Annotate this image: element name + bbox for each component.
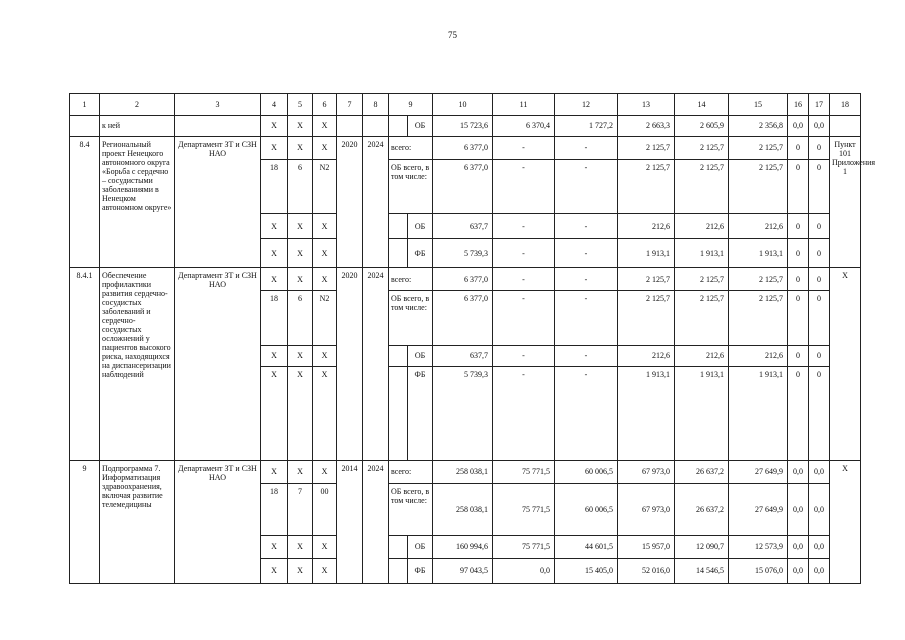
end-year: 2024 <box>363 136 389 268</box>
table-row: 18 6 N2 ОБ всего, в том числе: 6 377,0 - - 2 125,7 2 125,7 2 125,7 0 0 <box>70 291 861 345</box>
table-row: 18 7 00 ОБ всего, в том числе: 258 038,1 75 771,5 60 006,5 67 973,0 26 637,2 27 649,9 0,0 0,0 <box>70 483 861 535</box>
start-year: 2020 <box>337 268 363 460</box>
table-row: X X X ОБ 637,7 - - 212,6 212,6 212,6 0 0 <box>70 214 861 239</box>
item-number: 8.4 <box>70 136 100 268</box>
table-row: 8.4 Региональный проект Ненецкого автономного округа «Борьба с сердечно – сосудистыми заболеваниями в Ненецком автономном округе» Департамент ЗТ и СЗН НАО X X X 2020 2024 всего: 6 377,0 - - 2 125,7 2 125,7 2 125,7 0 0 Пункт 101 Приложения 1 <box>70 136 861 159</box>
note: Пункт 101 Приложения 1 <box>830 136 861 268</box>
note: X <box>830 268 861 460</box>
header-cell: 3 <box>175 94 261 116</box>
header-cell: 4 <box>261 94 288 116</box>
table-row: X X X ОБ 160 994,6 75 771,5 44 601,5 15 957,0 12 090,7 12 573,9 0,0 0,0 <box>70 535 861 558</box>
start-year: 2020 <box>337 136 363 268</box>
header-cell: 15 <box>729 94 788 116</box>
start-year: 2014 <box>337 460 363 583</box>
header-row <box>70 94 861 116</box>
item-name: Обеспечение профилактики развития сердечно-сосудистых заболеваний и сердечно-сосудистых осложнений у пациентов высокого риска, находящихся на диспансеризации наблюдений <box>100 268 175 460</box>
header-cell: 18 <box>830 94 861 116</box>
header-cell: 7 <box>337 94 363 116</box>
header-cell: 8 <box>363 94 389 116</box>
table-row: X X X ФБ 5 739,3 - - 1 913,1 1 913,1 1 913,1 0 0 <box>70 239 861 268</box>
header-cell: 10 <box>433 94 493 116</box>
header-cell: 12 <box>555 94 618 116</box>
note: X <box>830 460 861 583</box>
item-name: Подпрограмма 7. Информатизация здравоохранения, включая развитие телемедицины <box>100 460 175 583</box>
header-cell: 9 <box>389 94 433 116</box>
executor: Департамент ЗТ и СЗН НАО <box>175 136 261 268</box>
header-cell: 2 <box>100 94 175 116</box>
header-cell: 13 <box>618 94 675 116</box>
table-row: X X X ФБ 5 739,3 - - 1 913,1 1 913,1 1 913,1 0 0 <box>70 366 861 460</box>
executor: Департамент ЗТ и СЗН НАО <box>175 268 261 460</box>
header-cell: 17 <box>809 94 830 116</box>
end-year: 2024 <box>363 268 389 460</box>
header-cell: 1 <box>70 94 100 116</box>
table-row: 9 Подпрограмма 7. Информатизация здравоохранения, включая развитие телемедицины Департамент ЗТ и СЗН НАО X X X 2014 2024 всего: 258 038,1 75 771,5 60 006,5 67 973,0 26 637,2 27 649,9 0,0 0,0 X <box>70 460 861 483</box>
header-cell: 16 <box>788 94 809 116</box>
item-name: Региональный проект Ненецкого автономного округа «Борьба с сердечно – сосудистыми заболеваниями в Ненецком автономном округе» <box>100 136 175 268</box>
page-number: 75 <box>448 30 457 40</box>
table-row: X X X ОБ 637,7 - - 212,6 212,6 212,6 0 0 <box>70 345 861 366</box>
budget-table <box>69 93 876 584</box>
table-row: 8.4.1 Обеспечение профилактики развития сердечно-сосудистых заболеваний и сердечно-сосудистых осложнений у пациентов высокого риска, находящихся на диспансеризации наблюдений Департамент ЗТ и СЗН НАО X X X 2020 2024 всего: 6 377,0 - - 2 125,7 2 125,7 2 125,7 0 0 X <box>70 268 861 291</box>
item-number: 8.4.1 <box>70 268 100 460</box>
header-cell: 14 <box>675 94 729 116</box>
row-name: к ней <box>100 115 175 136</box>
table-row: X X X ФБ 97 043,5 0,0 15 405,0 52 016,0 14 546,5 15 076,0 0,0 0,0 <box>70 558 861 583</box>
table-row: 18 6 N2 ОБ всего, в том числе: 6 377,0 - - 2 125,7 2 125,7 2 125,7 0 0 <box>70 159 861 213</box>
item-number: 9 <box>70 460 100 583</box>
header-cell: 6 <box>313 94 337 116</box>
header-cell: 11 <box>493 94 555 116</box>
executor: Департамент ЗТ и СЗН НАО <box>175 460 261 583</box>
end-year: 2024 <box>363 460 389 583</box>
table-row: к ней X X X ОБ 15 723,6 6 370,4 1 727,2 2 663,3 2 605,9 2 356,8 0,0 0,0 <box>70 115 861 136</box>
header-cell: 5 <box>288 94 313 116</box>
